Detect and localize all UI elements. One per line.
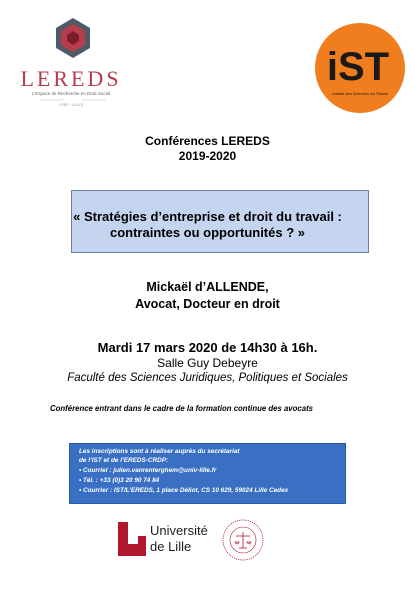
ist-logo-caption: Institut des Sciences du Travail	[332, 91, 388, 96]
speaker-role: Avocat, Docteur en droit	[135, 297, 280, 311]
university-name-line-1: Université	[150, 523, 208, 538]
ist-logo-icon	[314, 22, 406, 114]
universite-de-lille-icon	[116, 522, 146, 556]
seal-icon	[222, 519, 264, 561]
lereds-logo-subtitle: L'Espace de Recherche en Droit Social	[31, 91, 111, 96]
ist-logo-letters: iST	[326, 45, 390, 89]
lereds-logo-name: LEREDS	[20, 66, 122, 91]
talk-title-line-2: contraintes ou opportunités ? »	[109, 225, 305, 240]
registration-line-1: Les inscriptions sont à réaliser auprès du secrétariat	[79, 448, 240, 455]
conference-years: 2019-2020	[178, 149, 237, 163]
talk-title-line-1: « Stratégies d’entreprise et droit du travail :	[73, 209, 342, 224]
conference-title: Conférences LEREDS	[145, 134, 270, 148]
speaker-name: Mickaël d’ALLENDE,	[146, 280, 269, 294]
university-name-line-2: de Lille	[150, 539, 192, 554]
formation-note: Conférence entrant dans le cadre de la formation continue des avocats	[50, 404, 314, 413]
event-room: Salle Guy Debeyre	[157, 356, 258, 370]
registration-line-2: de l’IST et de l’EREDS-CRDP:	[79, 457, 169, 464]
event-date: Mardi 17 mars 2020 de 14h30 à 16h.	[97, 340, 318, 355]
lereds-logo-small-text: CRDP · ULILLE	[58, 103, 84, 107]
lereds-logo-icon	[10, 12, 136, 112]
registration-phone: • Tél. : +33 (0)3 20 90 74 84	[79, 477, 160, 484]
registration-email[interactable]: • Courriel : julien.vanrenterghem@univ-lille.fr	[79, 467, 217, 474]
event-faculty: Faculté des Sciences Juridiques, Politiques et Sociales	[67, 372, 348, 384]
registration-address: • Courrier : IST/L’EREDS, 1 place Déliot, CS 10 629, 59024 Lille Cedex	[79, 487, 289, 494]
